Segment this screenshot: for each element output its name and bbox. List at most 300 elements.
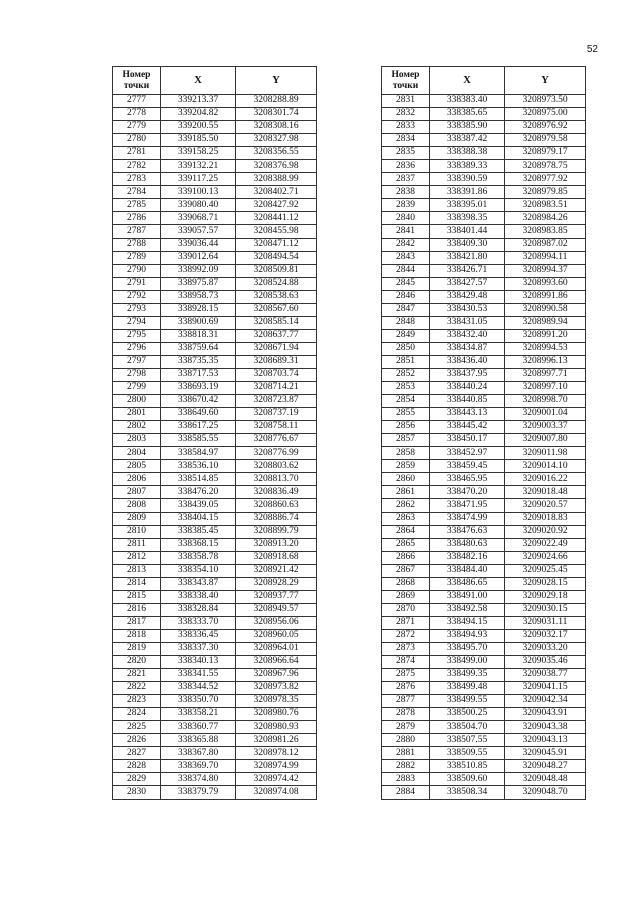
table-row	[113, 316, 317, 329]
y-coordinate-cell: 3208714.21	[236, 382, 317, 395]
page-number: 52	[586, 44, 598, 55]
table-row	[113, 773, 317, 786]
x-coordinate-cell: 338507.55	[430, 734, 505, 747]
point-number-cell: 2793	[113, 303, 161, 316]
y-coordinate-cell: 3209048.70	[505, 786, 586, 799]
y-coordinate-cell: 3209041.15	[505, 682, 586, 695]
y-coordinate-cell: 3208991.86	[505, 290, 586, 303]
table-row	[382, 108, 586, 121]
y-coordinate-cell: 3208928.29	[236, 577, 317, 590]
table-row	[382, 434, 586, 447]
x-coordinate-cell: 338958.73	[161, 290, 236, 303]
x-coordinate-cell: 338337.30	[161, 642, 236, 655]
table-row	[382, 460, 586, 473]
x-coordinate-cell: 338649.60	[161, 408, 236, 421]
x-coordinate-cell: 338440.24	[430, 382, 505, 395]
x-coordinate-cell: 338385.90	[430, 121, 505, 134]
point-number-cell: 2798	[113, 368, 161, 381]
x-coordinate-cell: 338336.45	[161, 629, 236, 642]
table-row	[113, 251, 317, 264]
x-coordinate-cell: 338443.13	[430, 408, 505, 421]
y-coordinate-cell: 3209032.17	[505, 629, 586, 642]
x-coordinate-cell: 339185.50	[161, 134, 236, 147]
x-coordinate-cell: 338928.15	[161, 303, 236, 316]
point-number-cell: 2862	[382, 499, 430, 512]
table-row	[113, 590, 317, 603]
x-coordinate-cell: 338343.87	[161, 577, 236, 590]
x-coordinate-cell: 338735.35	[161, 355, 236, 368]
table-row	[113, 134, 317, 147]
table-row	[113, 395, 317, 408]
x-coordinate-cell: 338459.45	[430, 460, 505, 473]
x-coordinate-cell: 338434.87	[430, 342, 505, 355]
y-coordinate-cell: 3208980.76	[236, 708, 317, 721]
point-number-cell: 2808	[113, 499, 161, 512]
y-coordinate-cell: 3208974.42	[236, 773, 317, 786]
table-row	[113, 212, 317, 225]
table-row	[113, 669, 317, 682]
point-number-cell: 2847	[382, 303, 430, 316]
table-row	[113, 577, 317, 590]
x-coordinate-cell: 339068.71	[161, 212, 236, 225]
point-number-cell: 2861	[382, 486, 430, 499]
x-coordinate-cell: 338426.71	[430, 264, 505, 277]
x-coordinate-cell: 338500.25	[430, 708, 505, 721]
x-coordinate-cell: 338385.65	[430, 108, 505, 121]
table-row	[382, 616, 586, 629]
y-coordinate-cell: 3209020.57	[505, 499, 586, 512]
table-row	[382, 499, 586, 512]
point-number-cell: 2781	[113, 147, 161, 160]
point-number-cell: 2880	[382, 734, 430, 747]
x-coordinate-cell: 338365.88	[161, 734, 236, 747]
point-number-cell: 2787	[113, 225, 161, 238]
y-coordinate-cell: 3209022.49	[505, 538, 586, 551]
y-coordinate-cell: 3209048.48	[505, 773, 586, 786]
y-coordinate-cell: 3208921.42	[236, 564, 317, 577]
y-coordinate-cell: 3208983.85	[505, 225, 586, 238]
y-coordinate-cell: 3208978.35	[236, 695, 317, 708]
y-coordinate-cell: 3208997.10	[505, 382, 586, 395]
point-number-cell: 2826	[113, 734, 161, 747]
y-coordinate-cell: 3208327.98	[236, 134, 317, 147]
y-coordinate-cell: 3208973.82	[236, 682, 317, 695]
x-coordinate-cell: 338465.95	[430, 473, 505, 486]
table-row	[113, 408, 317, 421]
x-coordinate-cell: 338390.59	[430, 173, 505, 186]
x-header: X	[161, 67, 236, 95]
y-coordinate-cell: 3208981.26	[236, 734, 317, 747]
x-coordinate-cell: 339012.64	[161, 251, 236, 264]
y-coordinate-cell: 3208998.70	[505, 395, 586, 408]
point-number-cell: 2843	[382, 251, 430, 264]
point-number-cell: 2830	[113, 786, 161, 799]
point-number-cell: 2813	[113, 564, 161, 577]
x-coordinate-cell: 338431.05	[430, 316, 505, 329]
x-coordinate-cell: 338388.38	[430, 147, 505, 160]
y-coordinate-cell: 3208671.94	[236, 342, 317, 355]
x-coordinate-cell: 338391.86	[430, 186, 505, 199]
x-coordinate-cell: 338374.80	[161, 773, 236, 786]
table-row	[382, 121, 586, 134]
point-number-cell: 2785	[113, 199, 161, 212]
point-number-cell: 2874	[382, 656, 430, 669]
y-coordinate-cell: 3208455.98	[236, 225, 317, 238]
x-coordinate-cell: 339213.37	[161, 95, 236, 108]
table-row	[382, 368, 586, 381]
table-row	[113, 277, 317, 290]
point-number-cell: 2873	[382, 642, 430, 655]
table-row	[382, 277, 586, 290]
x-coordinate-cell: 338480.63	[430, 538, 505, 551]
table-row	[382, 238, 586, 251]
y-coordinate-cell: 3208960.05	[236, 629, 317, 642]
point-number-cell: 2809	[113, 512, 161, 525]
x-coordinate-cell: 339200.55	[161, 121, 236, 134]
x-coordinate-cell: 338389.33	[430, 160, 505, 173]
point-number-cell: 2879	[382, 721, 430, 734]
table-row	[382, 773, 586, 786]
table-row	[113, 342, 317, 355]
table-row	[113, 525, 317, 538]
x-coordinate-cell: 338432.40	[430, 329, 505, 342]
y-coordinate-cell: 3209007.80	[505, 434, 586, 447]
table-row	[382, 212, 586, 225]
table-row	[113, 603, 317, 616]
x-coordinate-cell: 338430.53	[430, 303, 505, 316]
y-coordinate-cell: 3209024.66	[505, 551, 586, 564]
x-coordinate-cell: 338474.99	[430, 512, 505, 525]
point-number-cell: 2784	[113, 186, 161, 199]
x-coordinate-cell: 338476.20	[161, 486, 236, 499]
y-coordinate-cell: 3208836.49	[236, 486, 317, 499]
x-coordinate-cell: 338491.00	[430, 590, 505, 603]
point-number-header-line1: Номер	[391, 70, 420, 81]
table-row	[113, 512, 317, 525]
y-coordinate-cell: 3208979.17	[505, 147, 586, 160]
y-coordinate-cell: 3208737.19	[236, 408, 317, 421]
point-number-cell: 2835	[382, 147, 430, 160]
point-number-cell: 2857	[382, 434, 430, 447]
table-row	[382, 590, 586, 603]
x-coordinate-cell: 338693.19	[161, 382, 236, 395]
x-coordinate-cell: 338975.87	[161, 277, 236, 290]
y-coordinate-cell: 3208918.68	[236, 551, 317, 564]
y-coordinate-cell: 3209038.77	[505, 669, 586, 682]
y-coordinate-cell: 3208776.99	[236, 447, 317, 460]
table-row	[382, 160, 586, 173]
point-number-cell: 2827	[113, 747, 161, 760]
x-coordinate-cell: 338338.40	[161, 590, 236, 603]
y-coordinate-cell: 3208538.63	[236, 290, 317, 303]
x-coordinate-cell: 338509.60	[430, 773, 505, 786]
y-coordinate-cell: 3208964.01	[236, 642, 317, 655]
x-coordinate-cell: 338585.55	[161, 434, 236, 447]
x-coordinate-cell: 338617.25	[161, 421, 236, 434]
x-coordinate-cell: 338379.79	[161, 786, 236, 799]
y-coordinate-cell: 3208966.64	[236, 656, 317, 669]
y-coordinate-cell: 3208758.11	[236, 421, 317, 434]
point-number-cell: 2854	[382, 395, 430, 408]
x-coordinate-cell: 338510.85	[430, 760, 505, 773]
x-coordinate-cell: 338401.44	[430, 225, 505, 238]
y-coordinate-cell: 3208974.99	[236, 760, 317, 773]
coordinates-table-left	[112, 66, 317, 800]
table-row	[382, 682, 586, 695]
point-number-header	[382, 67, 430, 95]
y-coordinate-cell: 3209042.34	[505, 695, 586, 708]
table-row	[382, 656, 586, 669]
table-row	[113, 368, 317, 381]
table-row	[382, 447, 586, 460]
table-row	[382, 786, 586, 799]
y-coordinate-cell: 3208989.94	[505, 316, 586, 329]
y-coordinate-cell: 3208979.58	[505, 134, 586, 147]
y-coordinate-cell: 3208585.14	[236, 316, 317, 329]
table-row	[113, 108, 317, 121]
x-coordinate-cell: 338818.31	[161, 329, 236, 342]
y-coordinate-cell: 3208689.31	[236, 355, 317, 368]
point-number-cell: 2801	[113, 408, 161, 421]
x-coordinate-cell: 339036.44	[161, 238, 236, 251]
x-coordinate-cell: 338367.80	[161, 747, 236, 760]
x-coordinate-cell: 338440.85	[430, 395, 505, 408]
point-number-cell: 2777	[113, 95, 161, 108]
x-coordinate-cell: 338470.20	[430, 486, 505, 499]
point-number-cell: 2852	[382, 368, 430, 381]
table-row	[382, 395, 586, 408]
table-row	[113, 538, 317, 551]
y-coordinate-cell: 3209043.91	[505, 708, 586, 721]
y-coordinate-cell: 3208860.63	[236, 499, 317, 512]
x-coordinate-cell: 338436.40	[430, 355, 505, 368]
x-coordinate-cell: 338499.00	[430, 656, 505, 669]
y-coordinate-cell: 3208993.60	[505, 277, 586, 290]
x-coordinate-cell: 339132.21	[161, 160, 236, 173]
x-coordinate-cell: 338333.70	[161, 616, 236, 629]
table-row	[382, 760, 586, 773]
point-number-cell: 2863	[382, 512, 430, 525]
y-coordinate-cell: 3209011.98	[505, 447, 586, 460]
x-coordinate-cell: 339158.25	[161, 147, 236, 160]
y-coordinate-cell: 3209043.38	[505, 721, 586, 734]
point-number-cell: 2836	[382, 160, 430, 173]
y-coordinate-cell: 3208975.00	[505, 108, 586, 121]
y-coordinate-cell: 3208978.12	[236, 747, 317, 760]
table-row	[113, 329, 317, 342]
point-number-cell: 2839	[382, 199, 430, 212]
point-number-cell: 2828	[113, 760, 161, 773]
point-number-cell: 2782	[113, 160, 161, 173]
y-coordinate-cell: 3208803.62	[236, 460, 317, 473]
point-number-cell: 2864	[382, 525, 430, 538]
point-number-cell: 2788	[113, 238, 161, 251]
table-row	[382, 134, 586, 147]
point-number-cell: 2882	[382, 760, 430, 773]
x-coordinate-cell: 338499.48	[430, 682, 505, 695]
point-number-cell: 2825	[113, 721, 161, 734]
point-number-cell: 2876	[382, 682, 430, 695]
table-row	[382, 525, 586, 538]
table-header-row	[382, 67, 586, 95]
table-header-row	[113, 67, 317, 95]
y-coordinate-cell: 3209025.45	[505, 564, 586, 577]
table-row	[113, 160, 317, 173]
x-coordinate-cell: 338409.30	[430, 238, 505, 251]
y-coordinate-cell: 3208994.53	[505, 342, 586, 355]
table-row	[113, 186, 317, 199]
y-coordinate-cell: 3208471.12	[236, 238, 317, 251]
point-number-cell: 2803	[113, 434, 161, 447]
point-number-cell: 2811	[113, 538, 161, 551]
point-number-header-line1: Номер	[122, 70, 151, 81]
point-number-cell: 2800	[113, 395, 161, 408]
table-row	[113, 238, 317, 251]
table-row	[113, 355, 317, 368]
x-coordinate-cell: 339080.40	[161, 199, 236, 212]
y-coordinate-cell: 3208776.67	[236, 434, 317, 447]
table-row	[382, 342, 586, 355]
point-number-cell: 2818	[113, 629, 161, 642]
table-row	[382, 577, 586, 590]
point-number-cell: 2848	[382, 316, 430, 329]
point-number-cell: 2799	[113, 382, 161, 395]
point-number-cell: 2810	[113, 525, 161, 538]
point-number-cell: 2814	[113, 577, 161, 590]
table-row	[382, 421, 586, 434]
table-row	[113, 760, 317, 773]
y-coordinate-cell: 3208987.02	[505, 238, 586, 251]
point-number-cell: 2786	[113, 212, 161, 225]
table-row	[113, 708, 317, 721]
x-coordinate-cell: 338670.42	[161, 395, 236, 408]
y-coordinate-cell: 3208813.70	[236, 473, 317, 486]
y-coordinate-cell: 3208723.87	[236, 395, 317, 408]
y-coordinate-cell: 3209035.46	[505, 656, 586, 669]
point-number-cell: 2817	[113, 616, 161, 629]
x-coordinate-cell: 338900.69	[161, 316, 236, 329]
x-coordinate-cell: 338385.45	[161, 525, 236, 538]
y-coordinate-cell: 3208356.55	[236, 147, 317, 160]
x-coordinate-cell: 338992.09	[161, 264, 236, 277]
point-number-cell: 2815	[113, 590, 161, 603]
x-coordinate-cell: 338536.10	[161, 460, 236, 473]
point-number-cell: 2842	[382, 238, 430, 251]
y-coordinate-cell: 3209031.11	[505, 616, 586, 629]
point-number-cell: 2820	[113, 656, 161, 669]
point-number-cell: 2822	[113, 682, 161, 695]
table-row	[113, 121, 317, 134]
y-coordinate-cell: 3208509.81	[236, 264, 317, 277]
point-number-header	[113, 67, 161, 95]
table-row	[382, 355, 586, 368]
x-coordinate-cell: 338358.78	[161, 551, 236, 564]
table-row	[382, 290, 586, 303]
table-row	[382, 95, 586, 108]
table-row	[382, 603, 586, 616]
point-number-cell: 2831	[382, 95, 430, 108]
table-row	[382, 316, 586, 329]
point-number-cell: 2821	[113, 669, 161, 682]
point-number-cell: 2807	[113, 486, 161, 499]
x-coordinate-cell: 338358.21	[161, 708, 236, 721]
table-row	[113, 499, 317, 512]
table-row	[382, 264, 586, 277]
y-coordinate-cell: 3208973.50	[505, 95, 586, 108]
point-number-cell: 2832	[382, 108, 430, 121]
point-number-cell: 2794	[113, 316, 161, 329]
y-coordinate-cell: 3208979.85	[505, 186, 586, 199]
point-number-cell: 2812	[113, 551, 161, 564]
x-coordinate-cell: 338476.63	[430, 525, 505, 538]
table-row	[113, 303, 317, 316]
table-row	[382, 186, 586, 199]
x-coordinate-cell: 338328.84	[161, 603, 236, 616]
table-row	[382, 486, 586, 499]
table-row	[113, 629, 317, 642]
y-coordinate-cell: 3208980.93	[236, 721, 317, 734]
table-row	[382, 551, 586, 564]
table-row	[113, 447, 317, 460]
x-coordinate-cell: 338404.15	[161, 512, 236, 525]
table-row	[113, 382, 317, 395]
table-row	[113, 434, 317, 447]
point-number-cell: 2837	[382, 173, 430, 186]
y-coordinate-cell: 3208996.13	[505, 355, 586, 368]
table-row	[382, 199, 586, 212]
table-row	[382, 629, 586, 642]
point-number-cell: 2849	[382, 329, 430, 342]
y-coordinate-cell: 3208949.57	[236, 603, 317, 616]
x-coordinate-cell: 338499.55	[430, 695, 505, 708]
coordinates-tbody-right	[382, 95, 586, 800]
point-number-cell: 2845	[382, 277, 430, 290]
table-row	[113, 786, 317, 799]
point-number-cell: 2791	[113, 277, 161, 290]
x-header: X	[430, 67, 505, 95]
table-row	[113, 734, 317, 747]
point-number-cell: 2779	[113, 121, 161, 134]
table-row	[382, 329, 586, 342]
point-number-cell: 2853	[382, 382, 430, 395]
x-coordinate-cell: 338383.40	[430, 95, 505, 108]
table-row	[113, 264, 317, 277]
y-coordinate-cell: 3208301.74	[236, 108, 317, 121]
y-coordinate-cell: 3208977.92	[505, 173, 586, 186]
x-coordinate-cell: 338398.35	[430, 212, 505, 225]
point-number-cell: 2856	[382, 421, 430, 434]
point-number-cell: 2851	[382, 355, 430, 368]
point-number-cell: 2838	[382, 186, 430, 199]
y-coordinate-cell: 3208983.51	[505, 199, 586, 212]
y-coordinate-cell: 3208637.77	[236, 329, 317, 342]
y-coordinate-cell: 3208524.88	[236, 277, 317, 290]
y-coordinate-cell: 3208402.71	[236, 186, 317, 199]
point-number-cell: 2805	[113, 460, 161, 473]
y-coordinate-cell: 3208994.37	[505, 264, 586, 277]
y-coordinate-cell: 3208376.98	[236, 160, 317, 173]
y-coordinate-cell: 3209018.48	[505, 486, 586, 499]
table-row	[382, 669, 586, 682]
point-number-cell: 2796	[113, 342, 161, 355]
point-number-cell: 2841	[382, 225, 430, 238]
table-row	[382, 695, 586, 708]
table-row	[113, 656, 317, 669]
x-coordinate-cell: 338482.16	[430, 551, 505, 564]
y-coordinate-cell: 3209029.18	[505, 590, 586, 603]
y-coordinate-cell: 3208308.16	[236, 121, 317, 134]
point-number-cell: 2833	[382, 121, 430, 134]
